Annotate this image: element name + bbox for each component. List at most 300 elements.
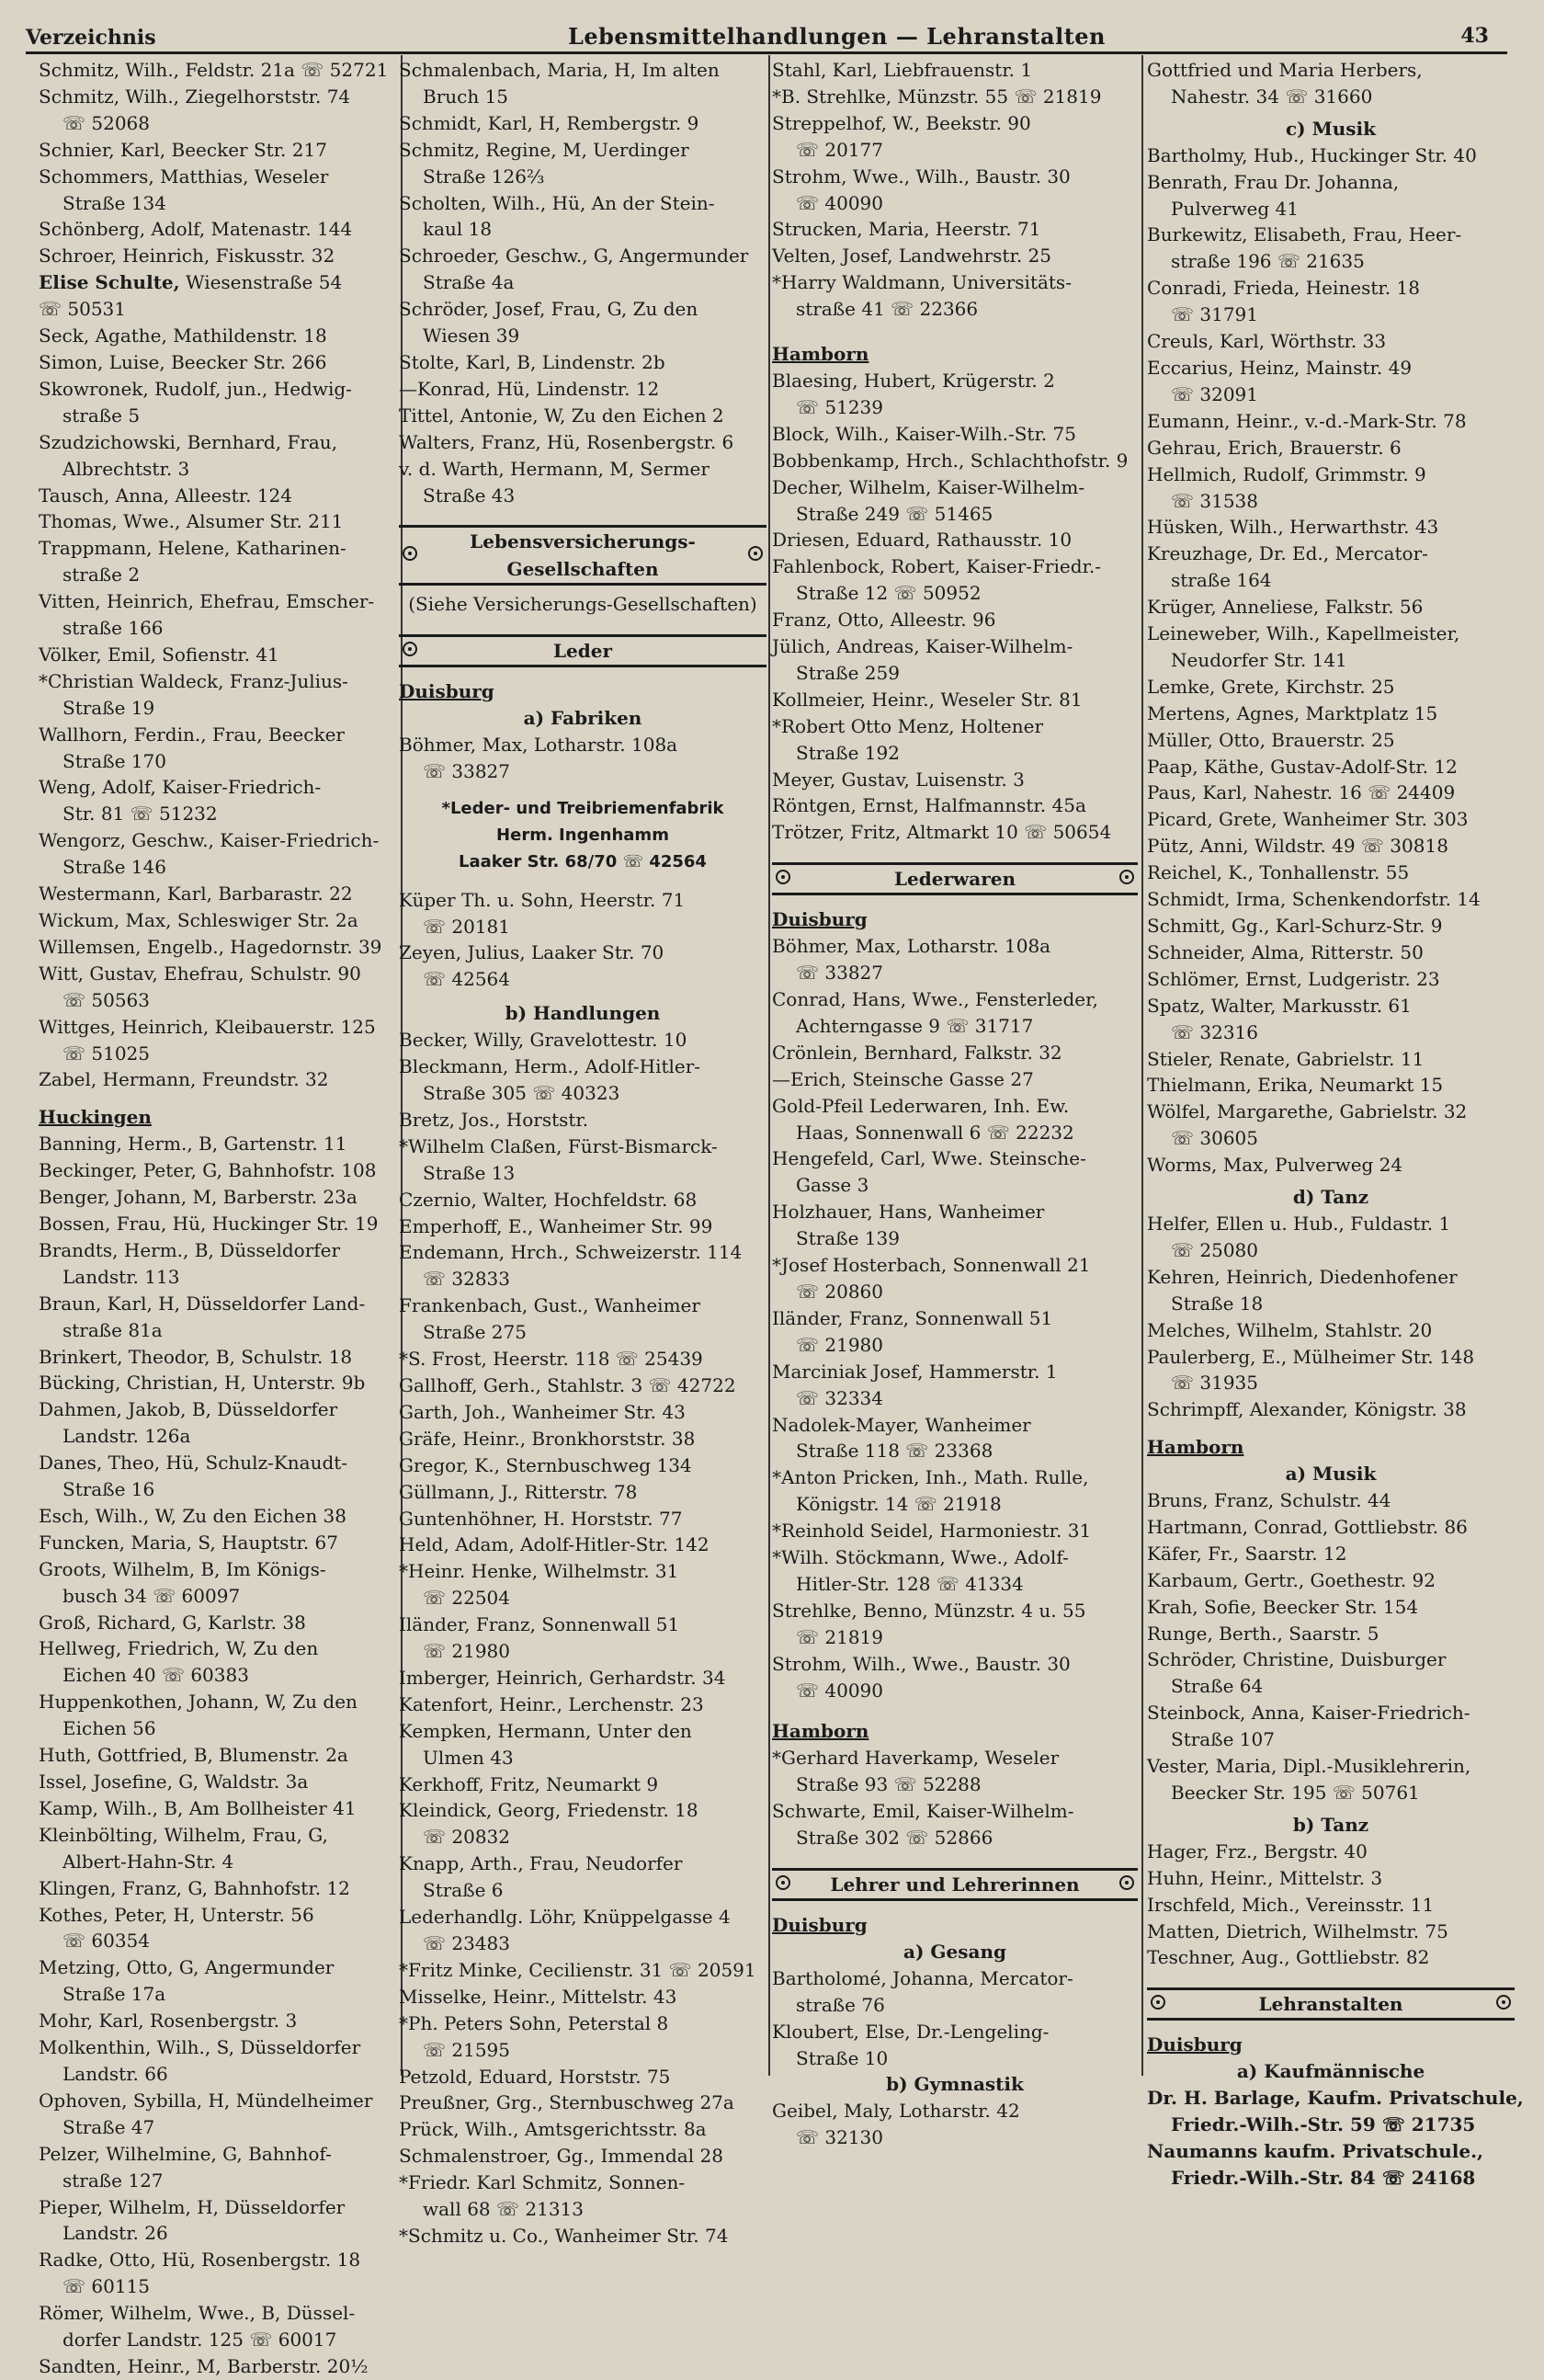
entry-line: *Ph. Peters Sohn, Peterstal 8 bbox=[399, 2011, 669, 2034]
page-number: 43 bbox=[1460, 24, 1489, 48]
entry-line: Straße 12 ☏ 50952 bbox=[796, 582, 982, 605]
entry-line: Kerkhoff, Fritz, Neumarkt 9 bbox=[399, 1772, 659, 1795]
entry-line: Iländer, Franz, Sonnenwall 51 bbox=[399, 1613, 680, 1636]
entry-line: Gehrau, Erich, Brauerstr. 6 bbox=[1147, 436, 1402, 459]
entry-line: Eichen 40 ☏ 60383 bbox=[62, 1664, 249, 1687]
entry-line: straße 81a bbox=[62, 1318, 163, 1341]
entry-line: Radke, Otto, Hü, Rosenbergstr. 18 bbox=[39, 2249, 361, 2272]
entry-line: Klingen, Franz, G, Bahnhofstr. 12 bbox=[39, 1876, 350, 1899]
entry-line: Seck, Agathe, Mathildenstr. 18 bbox=[39, 325, 327, 347]
entry-line: Wickum, Max, Schleswiger Str. 2a bbox=[39, 909, 358, 931]
entry-line: ☏ 51025 bbox=[62, 1042, 150, 1065]
entry-line: Paus, Karl, Nahestr. 16 ☏ 24409 bbox=[1147, 781, 1456, 804]
entry-line: Wallhorn, Ferdin., Frau, Beecker bbox=[39, 723, 345, 746]
entry-line: Neudorfer Str. 141 bbox=[1171, 648, 1347, 671]
entry-line: Jülich, Andreas, Kaiser-Wilhelm- bbox=[772, 635, 1073, 658]
entry-line: ☏ 32316 bbox=[1171, 1020, 1258, 1043]
entry-line: —Erich, Steinsche Gasse 27 bbox=[772, 1067, 1034, 1090]
entry-line: Meyer, Gustav, Luisenstr. 3 bbox=[772, 768, 1025, 791]
entry-line: Knapp, Arth., Frau, Neudorfer bbox=[399, 1852, 683, 1875]
entry-line: Gasse 3 bbox=[796, 1174, 869, 1197]
column-3 bbox=[772, 57, 1138, 2149]
entry-list bbox=[399, 732, 766, 785]
entry-line: Pelzer, Wilhelmine, G, Bahnhof- bbox=[39, 2142, 332, 2165]
column-1 bbox=[39, 57, 397, 2377]
place-heading: Duisburg bbox=[399, 680, 494, 703]
entry-line: Bobbenkamp, Hrch., Schlachthofstr. 9 bbox=[772, 449, 1129, 472]
entry-line: Königstr. 14 ☏ 21918 bbox=[796, 1493, 1002, 1516]
entry-line: Straße 126⅔ bbox=[423, 165, 545, 188]
entry-line: Franz, Otto, Alleestr. 96 bbox=[772, 609, 996, 632]
entry-line: ☏ 21595 bbox=[423, 2038, 510, 2061]
entry-line: ☏ 20832 bbox=[423, 1826, 510, 1849]
entry-line: Kamp, Wilh., B, Am Bollheister 41 bbox=[39, 1796, 357, 1819]
place-heading: Duisburg bbox=[1147, 2033, 1243, 2056]
entry-line: Straße 19 bbox=[62, 696, 155, 719]
entry-line: Schroeder, Geschw., G, Angermunder bbox=[399, 245, 749, 268]
entry-line: Leineweber, Wilh., Kapellmeister, bbox=[1147, 622, 1460, 645]
entry-list bbox=[1147, 1211, 1515, 1423]
entry-line: Straße 64 bbox=[1171, 1675, 1264, 1698]
entry-line: Stolte, Karl, B, Lindenstr. 2b bbox=[399, 350, 665, 373]
entry-line: Landstr. 26 bbox=[62, 2222, 168, 2245]
entry-list bbox=[1147, 1839, 1515, 1972]
entry-list bbox=[772, 368, 1138, 846]
entry-line: *Wilhelm Claßen, Fürst-Bismarck- bbox=[399, 1134, 718, 1157]
entry-line: *Friedr. Karl Schmitz, Sonnen- bbox=[399, 2171, 686, 2194]
entry-line: Straße 13 bbox=[423, 1161, 516, 1184]
entry-line: Mohr, Karl, Rosenbergstr. 3 bbox=[39, 2010, 298, 2033]
entry-line: Czernio, Walter, Hochfeldstr. 68 bbox=[399, 1188, 698, 1211]
section-title: Lehrer und Lehrerinnen bbox=[830, 1873, 1080, 1896]
entry-name: Elise Schulte, bbox=[39, 271, 180, 294]
entry-line: Hager, Frz., Bergstr. 40 bbox=[1147, 1839, 1368, 1862]
entry-line: Müller, Otto, Brauerstr. 25 bbox=[1147, 728, 1395, 751]
entry-line: *Schmitz u. Co., Wanheimer Str. 74 bbox=[399, 2224, 729, 2247]
entry-line: wall 68 ☏ 21313 bbox=[423, 2198, 584, 2221]
entry-line: Gallhoff, Gerh., Stahlstr. 3 ☏ 42722 bbox=[399, 1373, 736, 1396]
entry-line: Decher, Wilhelm, Kaiser-Wilhelm- bbox=[772, 475, 1085, 498]
entry-line: v. d. Warth, Hermann, M, Sermer bbox=[399, 457, 710, 480]
entry-line: *Fritz Minke, Cecilienstr. 31 ☏ 20591 bbox=[399, 1958, 756, 1981]
entry-line: Schmidt, Karl, H, Rembergstr. 9 bbox=[399, 111, 699, 134]
entry-line: Schrimpff, Alexander, Königstr. 38 bbox=[1147, 1398, 1467, 1421]
entry-line: Paulerberg, E., Mülheimer Str. 148 bbox=[1147, 1345, 1475, 1368]
entry-line: Schmitz, Wilh., Feldstr. 21a ☏ 52721 bbox=[39, 59, 389, 81]
section-box-leder bbox=[399, 634, 766, 667]
entry-line: Straße 17a bbox=[62, 1983, 166, 2006]
entry-line: Eichen 56 bbox=[62, 1717, 156, 1740]
entry-line: Straße 139 bbox=[796, 1227, 900, 1250]
ad-line: *Leder- und Treibriemenfabrik bbox=[441, 798, 724, 818]
entry-line: straße 2 bbox=[62, 564, 141, 586]
entry-line: Trötzer, Fritz, Altmarkt 10 ☏ 50654 bbox=[772, 821, 1112, 844]
entry-line: Irschfeld, Mich., Vereinsstr. 11 bbox=[1147, 1893, 1435, 1916]
entry-line: Guntenhöhner, H. Horststr. 77 bbox=[399, 1507, 683, 1530]
section-box-lehranstalten bbox=[1147, 1987, 1515, 2021]
entry-line bbox=[39, 269, 397, 296]
entry-line: busch 34 ☏ 60097 bbox=[62, 1584, 241, 1607]
entry-line: Straße 10 bbox=[796, 2046, 889, 2069]
entry-line: Bruch 15 bbox=[423, 85, 509, 108]
entry-line: Beckinger, Peter, G, Bahnhofstr. 108 bbox=[39, 1159, 377, 1182]
entry-line: Driesen, Eduard, Rathausstr. 10 bbox=[772, 529, 1073, 552]
entry-line: *Gerhard Haverkamp, Weseler bbox=[772, 1747, 1060, 1770]
entry-line: Willemsen, Engelb., Hagedornstr. 39 bbox=[39, 935, 382, 958]
entry-line: Landstr. 126a bbox=[62, 1425, 191, 1448]
entry-line: Schmitt, Gg., Karl-Schurz-Str. 9 bbox=[1147, 915, 1443, 937]
entry-line: Conradi, Frieda, Heinestr. 18 bbox=[1147, 277, 1420, 300]
entry-line: Strehlke, Benno, Münzstr. 4 u. 55 bbox=[772, 1599, 1086, 1622]
entry-line: Landstr. 113 bbox=[62, 1265, 180, 1288]
entry-line: Wölfel, Margarethe, Gabrielstr. 32 bbox=[1147, 1100, 1468, 1123]
entry-line: Bruns, Franz, Schulstr. 44 bbox=[1147, 1489, 1391, 1512]
entry-line: Schmitz, Regine, M, Uerdinger bbox=[399, 138, 689, 161]
entry-line: Steinbock, Anna, Kaiser-Friedrich- bbox=[1147, 1702, 1470, 1725]
entry-line: *Christian Waldeck, Franz-Julius- bbox=[39, 669, 348, 692]
entry-line: Dr. H. Barlage, Kaufm. Privatschule, bbox=[1147, 2087, 1524, 2110]
entry-line: Crönlein, Bernhard, Falkstr. 32 bbox=[772, 1041, 1062, 1064]
entry-line: Vitten, Heinrich, Ehefrau, Emscher- bbox=[39, 590, 375, 613]
entry-list bbox=[39, 296, 397, 1093]
entry-line: Wengorz, Geschw., Kaiser-Friedrich- bbox=[39, 829, 380, 852]
entry-line: Straße 146 bbox=[62, 856, 166, 879]
entry-line: Reichel, K., Tonhallenstr. 55 bbox=[1147, 861, 1410, 884]
entry-line: Völker, Emil, Sofienstr. 41 bbox=[39, 643, 279, 666]
entry-line: Bleckmann, Herm., Adolf-Hitler- bbox=[399, 1055, 701, 1078]
entry-line: ☏ 40090 bbox=[796, 1679, 883, 1702]
entry-line: Kothes, Peter, H, Unterstr. 56 bbox=[39, 1903, 314, 1926]
bullet-icon bbox=[776, 1875, 790, 1890]
entry-line: Güllmann, J., Ritterstr. 78 bbox=[399, 1480, 638, 1503]
entry-line: Preußner, Grg., Sternbuschweg 27a bbox=[399, 2091, 734, 2114]
entry-list bbox=[399, 887, 766, 994]
subsection-heading: b) Gymnastik bbox=[886, 2073, 1024, 2096]
entry-list bbox=[772, 1745, 1138, 1851]
entry-line: Conrad, Hans, Wwe., Fensterleder, bbox=[772, 988, 1098, 1010]
entry-line: Krüger, Anneliese, Falkstr. 56 bbox=[1147, 596, 1424, 619]
entry-line: Paap, Käthe, Gustav-Adolf-Str. 12 bbox=[1147, 755, 1458, 778]
entry-line: Petzold, Eduard, Horststr. 75 bbox=[399, 2065, 671, 2088]
entry-line: Garth, Joh., Wanheimer Str. 43 bbox=[399, 1400, 686, 1423]
subsection-heading: d) Tanz bbox=[1292, 1186, 1369, 1209]
section-box-lehrer bbox=[772, 1868, 1138, 1901]
entry-line: Straße 249 ☏ 51465 bbox=[796, 502, 993, 525]
subsection-heading: a) Gesang bbox=[903, 1940, 1006, 1963]
entry-line: *Heinr. Henke, Wilhelmstr. 31 bbox=[399, 1560, 679, 1583]
entry-line: Achterngasse 9 ☏ 31717 bbox=[796, 1014, 1034, 1037]
place-heading: Hamborn bbox=[772, 1720, 869, 1743]
entry-line: Str. 81 ☏ 51232 bbox=[62, 803, 218, 826]
entry-line: Hitler-Str. 128 ☏ 41334 bbox=[796, 1572, 1024, 1595]
entry-line: Creuls, Karl, Wörthstr. 33 bbox=[1147, 330, 1387, 353]
entry-line: Straße 18 bbox=[1171, 1292, 1264, 1315]
entry-line: ☏ 30605 bbox=[1171, 1127, 1258, 1150]
entry-line: Held, Adam, Adolf-Hitler-Str. 142 bbox=[399, 1533, 710, 1556]
entry-line: Mertens, Agnes, Marktplatz 15 bbox=[1147, 701, 1438, 724]
column-divider bbox=[768, 55, 770, 2076]
entry-line: Pieper, Wilhelm, H, Düsseldorfer bbox=[39, 2195, 346, 2218]
entry-line: straße 41 ☏ 22366 bbox=[796, 298, 979, 321]
entry-line: Becker, Willy, Gravelottestr. 10 bbox=[399, 1029, 687, 1052]
entry-line: Schönberg, Adolf, Matenastr. 144 bbox=[39, 218, 353, 241]
entry-line: Bartholmy, Hub., Huckinger Str. 40 bbox=[1147, 143, 1477, 166]
place-heading: Duisburg bbox=[772, 908, 868, 931]
entry-line: Brinkert, Theodor, B, Schulstr. 18 bbox=[39, 1345, 353, 1368]
entry-line: Stieler, Renate, Gabrielstr. 11 bbox=[1147, 1047, 1425, 1070]
entry-line: Straße 259 bbox=[796, 661, 900, 684]
entry-line: straße 196 ☏ 21635 bbox=[1171, 250, 1365, 273]
entry-line: Huth, Gottfried, B, Blumenstr. 2a bbox=[39, 1744, 348, 1767]
entry-line: Tausch, Anna, Alleestr. 124 bbox=[39, 484, 292, 507]
entry-line: ☏ 31538 bbox=[1171, 489, 1258, 512]
entry-list bbox=[1147, 1487, 1515, 1806]
header-title: Lebensmittelhandlungen — Lehranstalten bbox=[568, 23, 1106, 50]
section-title: Lehranstalten bbox=[1258, 1993, 1403, 2016]
entry-line: ☏ 52068 bbox=[62, 111, 150, 134]
entry-list bbox=[772, 1965, 1138, 2072]
entry-list bbox=[1147, 2085, 1524, 2192]
entry-line: Huppenkothen, Johann, W, Zu den bbox=[39, 1691, 358, 1714]
entry-line: Schnier, Karl, Beecker Str. 217 bbox=[39, 138, 327, 161]
entry-line: Bossen, Frau, Hü, Huckinger Str. 19 bbox=[39, 1212, 379, 1235]
cross-reference: (Siehe Versicherungs-Gesellschaften) bbox=[408, 593, 757, 616]
entry-line: Käfer, Fr., Saarstr. 12 bbox=[1147, 1542, 1347, 1565]
subsection-heading: a) Musik bbox=[1285, 1463, 1377, 1486]
entry-line: ☏ 23483 bbox=[423, 1932, 510, 1954]
entry-line: Böhmer, Max, Lotharstr. 108a bbox=[399, 734, 678, 757]
entry-line: Bartholomé, Johanna, Mercator- bbox=[772, 1966, 1073, 1989]
entry-line: Misselke, Heinr., Mittelstr. 43 bbox=[399, 1985, 677, 2008]
entry-line: ☏ 50531 bbox=[39, 298, 126, 321]
entry-line: Streppelhof, W., Beekstr. 90 bbox=[772, 111, 1031, 134]
entry-line: ☏ 50563 bbox=[62, 988, 150, 1011]
entry-line: ☏ 22504 bbox=[423, 1587, 510, 1610]
entry-list bbox=[1147, 142, 1515, 1179]
entry-line: Picard, Grete, Wanheimer Str. 303 bbox=[1147, 808, 1469, 831]
entry-line: Runge, Berth., Saarstr. 5 bbox=[1147, 1622, 1379, 1645]
place-heading: Duisburg bbox=[772, 1914, 868, 1936]
entry-line: Blaesing, Hubert, Krügerstr. 2 bbox=[772, 369, 1055, 392]
entry-line: Straße 4a bbox=[423, 271, 515, 294]
entry-line: Bücking, Christian, H, Unterstr. 9b bbox=[39, 1372, 366, 1395]
entry-line: Zabel, Hermann, Freundstr. 32 bbox=[39, 1068, 329, 1091]
entry-line: Strohm, Wwe., Wilh., Baustr. 30 bbox=[772, 165, 1071, 188]
entry-line: Straße 16 bbox=[62, 1478, 155, 1501]
entry-line: Kloubert, Else, Dr.-Lengeling- bbox=[772, 2020, 1050, 2043]
entry-line: ☏ 21980 bbox=[423, 1640, 510, 1663]
section-title: Lederwaren bbox=[893, 868, 1016, 891]
entry-line: ☏ 42564 bbox=[423, 968, 510, 991]
entry-list bbox=[772, 2098, 1138, 2151]
entry-line: ☏ 32091 bbox=[1171, 382, 1258, 405]
entry-line: ☏ 40090 bbox=[796, 191, 883, 214]
entry-line: ☏ 25080 bbox=[1171, 1238, 1258, 1261]
entry-line: Nadolek-Mayer, Wanheimer bbox=[772, 1413, 1031, 1436]
entry-line: straße 76 bbox=[796, 1993, 885, 2016]
entry-line: Straße 170 bbox=[62, 749, 166, 772]
entry-line: Stahl, Karl, Liebfrauenstr. 1 bbox=[772, 59, 1033, 81]
entry-line: Schmitz, Wilh., Ziegelhorststr. 74 bbox=[39, 85, 351, 108]
section-title: Gesellschaften bbox=[506, 558, 659, 581]
entry-line: Endemann, Hrch., Schweizerstr. 114 bbox=[399, 1241, 743, 1264]
entry-line: Schneider, Alma, Ritterstr. 50 bbox=[1147, 940, 1424, 963]
entry-line: Eumann, Heinr., v.-d.-Mark-Str. 78 bbox=[1147, 409, 1467, 432]
entry-line: Kleindick, Georg, Friedenstr. 18 bbox=[399, 1799, 698, 1822]
entry-line: Pulverweg 41 bbox=[1171, 197, 1299, 220]
entry-line: Geibel, Maly, Lotharstr. 42 bbox=[772, 2100, 1020, 2123]
entry-line: Banning, Herm., B, Gartenstr. 11 bbox=[39, 1133, 347, 1156]
entry-line: Kreuzhage, Dr. Ed., Mercator- bbox=[1147, 542, 1428, 565]
entry-line: Groß, Richard, G, Karlstr. 38 bbox=[39, 1611, 306, 1634]
entry-line: Schlömer, Ernst, Ludgeristr. 23 bbox=[1147, 967, 1440, 990]
entry-line: Beecker Str. 195 ☏ 50761 bbox=[1171, 1782, 1420, 1804]
entry-line: Albert-Hahn-Str. 4 bbox=[62, 1850, 234, 1873]
header-left: Verzeichnis bbox=[26, 26, 156, 50]
advertisement bbox=[399, 796, 766, 876]
entry-line: Burkewitz, Elisabeth, Frau, Heer- bbox=[1147, 223, 1462, 246]
column-2 bbox=[399, 57, 766, 2247]
entry-line: Hellmich, Rudolf, Grimmstr. 9 bbox=[1147, 462, 1426, 485]
entry-line: Spatz, Walter, Markusstr. 61 bbox=[1147, 994, 1412, 1017]
entry-line: Wiesen 39 bbox=[423, 325, 520, 347]
entry-line: Lemke, Grete, Kirchstr. 25 bbox=[1147, 675, 1395, 698]
entry-line: Emperhoff, E., Wanheimer Str. 99 bbox=[399, 1214, 713, 1237]
subsection-heading: c) Musik bbox=[1286, 117, 1376, 140]
entry-line: *B. Strehlke, Münzstr. 55 ☏ 21819 bbox=[772, 85, 1102, 108]
entry-line: Witt, Gustav, Ehefrau, Schulstr. 90 bbox=[39, 962, 361, 985]
entry-line: Friedr.-Wilh.-Str. 84 ☏ 24168 bbox=[1171, 2166, 1476, 2189]
entry-line: Karbaum, Gertr., Goethestr. 92 bbox=[1147, 1568, 1436, 1591]
entry-line: *S. Frost, Heerstr. 118 ☏ 25439 bbox=[399, 1348, 703, 1371]
entry-line: Wittges, Heinrich, Kleibauerstr. 125 bbox=[39, 1015, 376, 1038]
entry-line: Haas, Sonnenwall 6 ☏ 22232 bbox=[796, 1121, 1074, 1144]
entry-line: *Robert Otto Menz, Holtener bbox=[772, 714, 1044, 737]
entry-line: Lederhandlg. Löhr, Knüppelgasse 4 bbox=[399, 1906, 731, 1929]
entry-list bbox=[39, 57, 397, 269]
entry-line: Bretz, Jos., Horststr. bbox=[399, 1108, 589, 1131]
entry-line: Schommers, Matthias, Weseler bbox=[39, 165, 329, 188]
entry-line: Matten, Dietrich, Wilhelmstr. 75 bbox=[1147, 1919, 1448, 1942]
entry-line: Huhn, Heinr., Mittelstr. 3 bbox=[1147, 1866, 1383, 1889]
entry-line: ☏ 20181 bbox=[423, 915, 510, 938]
entry-line: Trappmann, Helene, Katharinen- bbox=[39, 537, 346, 560]
entry-line: —Konrad, Hü, Lindenstr. 12 bbox=[399, 377, 660, 400]
entry-line: Molkenthin, Wilh., S, Düsseldorfer bbox=[39, 2036, 361, 2059]
column-divider bbox=[1141, 55, 1143, 2076]
entry-list bbox=[1147, 57, 1515, 110]
section-box-lebensversicherung bbox=[399, 525, 766, 586]
entry-line: Albrechtstr. 3 bbox=[62, 457, 190, 480]
entry-line: Velten, Josef, Landwehrstr. 25 bbox=[772, 245, 1051, 268]
entry-line: Marciniak Josef, Hammerstr. 1 bbox=[772, 1360, 1058, 1383]
entry-line: Schwarte, Emil, Kaiser-Wilhelm- bbox=[772, 1800, 1074, 1823]
entry-list bbox=[772, 57, 1138, 323]
entry-line: Brandts, Herm., B, Düsseldorfer bbox=[39, 1238, 341, 1261]
entry-line: Krah, Sofie, Beecker Str. 154 bbox=[1147, 1595, 1419, 1618]
entry-line: Skowronek, Rudolf, jun., Hedwig- bbox=[39, 377, 352, 400]
entry-line: ☏ 21819 bbox=[796, 1625, 883, 1648]
entry-line: Worms, Max, Pulverweg 24 bbox=[1147, 1154, 1403, 1177]
entry-line: ☏ 60115 bbox=[62, 2275, 150, 2298]
entry-line: Holzhauer, Hans, Wanheimer bbox=[772, 1201, 1045, 1224]
entry-line: Fahlenbock, Robert, Kaiser-Friedr.- bbox=[772, 555, 1101, 578]
entry-line: Pütz, Anni, Wildstr. 49 ☏ 30818 bbox=[1147, 835, 1448, 858]
entry-line: Hüsken, Wilh., Herwarthstr. 43 bbox=[1147, 516, 1439, 539]
entry-line: Sandten, Heinr., M, Barberstr. 20½ bbox=[39, 2354, 369, 2377]
entry-line: Block, Wilh., Kaiser-Wilh.-Str. 75 bbox=[772, 422, 1076, 445]
entry-line: Nahestr. 34 ☏ 31660 bbox=[1171, 85, 1373, 108]
entry-line: Tittel, Antonie, W, Zu den Eichen 2 bbox=[399, 404, 724, 427]
subsection-heading: b) Handlungen bbox=[505, 1002, 661, 1025]
entry-line: Ulmen 43 bbox=[423, 1746, 514, 1769]
entry-line: straße 164 bbox=[1171, 569, 1272, 592]
entry-line: Iländer, Franz, Sonnenwall 51 bbox=[772, 1306, 1053, 1329]
entry-line: Prück, Wilh., Amtsgerichtsstr. 8a bbox=[399, 2118, 707, 2141]
entry-line: Straße 93 ☏ 52288 bbox=[796, 1773, 982, 1796]
entry-line: Benrath, Frau Dr. Johanna, bbox=[1147, 170, 1400, 193]
entry-line: Groots, Wilhelm, B, Im Königs- bbox=[39, 1557, 326, 1580]
entry-line: ☏ 32130 bbox=[796, 2126, 883, 2149]
ad-line: Herm. Ingenhamm bbox=[496, 825, 669, 845]
entry-line: *Josef Hosterbach, Sonnenwall 21 bbox=[772, 1254, 1091, 1277]
entry-line: Römer, Wilhelm, Wwe., B, Düssel- bbox=[39, 2302, 356, 2325]
subsection-heading: a) Fabriken bbox=[523, 707, 642, 730]
entry-line: *Harry Waldmann, Universitäts- bbox=[772, 271, 1072, 294]
entry-line: Schmidt, Irma, Schenkendorfstr. 14 bbox=[1147, 888, 1481, 911]
entry-line: ☏ 32334 bbox=[796, 1386, 883, 1409]
entry-line: Straße 107 bbox=[1171, 1728, 1275, 1751]
entry-line: Straße 192 bbox=[796, 741, 900, 764]
entry-line: Walters, Franz, Hü, Rosenbergstr. 6 bbox=[399, 430, 734, 453]
entry-line: Helfer, Ellen u. Hub., Fuldastr. 1 bbox=[1147, 1212, 1451, 1235]
subsection-heading: b) Tanz bbox=[1292, 1813, 1369, 1836]
entry-line: Hartmann, Conrad, Gottliebstr. 86 bbox=[1147, 1515, 1468, 1538]
entry-line: Straße 275 bbox=[423, 1321, 527, 1344]
entry-line: Esch, Wilh., W, Zu den Eichen 38 bbox=[39, 1504, 346, 1527]
entry-line: Frankenbach, Gust., Wanheimer bbox=[399, 1294, 700, 1317]
entry-list bbox=[399, 1027, 766, 2249]
place-heading: Hamborn bbox=[1147, 1436, 1244, 1459]
place-heading: Hamborn bbox=[772, 343, 869, 366]
entry-line: Braun, Karl, H, Düsseldorfer Land- bbox=[39, 1292, 366, 1315]
entry-line: Hellweg, Friedrich, W, Zu den bbox=[39, 1637, 319, 1660]
entry-line: Danes, Theo, Hü, Schulz-Knaudt- bbox=[39, 1452, 348, 1475]
entry-line: Kempken, Hermann, Unter den bbox=[399, 1719, 692, 1742]
entry-line: Straße 47 bbox=[62, 2115, 155, 2138]
entry-line: straße 127 bbox=[62, 2169, 164, 2192]
entry-line: Issel, Josefine, G, Waldstr. 3a bbox=[39, 1771, 309, 1793]
bullet-icon bbox=[1119, 1875, 1134, 1890]
page-header bbox=[26, 24, 1507, 54]
entry-line: Weng, Adolf, Kaiser-Friedrich- bbox=[39, 776, 322, 799]
entry-line: Zeyen, Julius, Laaker Str. 70 bbox=[399, 941, 664, 964]
entry-line: straße 5 bbox=[62, 404, 141, 427]
entry-line: ☏ 31935 bbox=[1171, 1372, 1258, 1395]
entry-line: Schmalenstroer, Gg., Immendal 28 bbox=[399, 2145, 723, 2168]
entry-line: Scholten, Wilh., Hü, An der Stein- bbox=[399, 191, 715, 214]
place-heading: Huckingen bbox=[39, 1106, 152, 1129]
section-box-lederwaren bbox=[772, 862, 1138, 895]
entry-line: Eccarius, Heinz, Mainstr. 49 bbox=[1147, 356, 1413, 379]
entry-line: Straße 6 bbox=[423, 1879, 504, 1902]
entry-line: *Reinhold Seidel, Harmoniestr. 31 bbox=[772, 1520, 1092, 1543]
entry-line: Kollmeier, Heinr., Weseler Str. 81 bbox=[772, 688, 1083, 711]
entry-line: ☏ 31791 bbox=[1171, 303, 1258, 326]
entry-line: Hengefeld, Carl, Wwe. Steinsche- bbox=[772, 1147, 1086, 1170]
entry-line: ☏ 33827 bbox=[796, 962, 883, 985]
entry-line: ☏ 32833 bbox=[423, 1268, 510, 1291]
